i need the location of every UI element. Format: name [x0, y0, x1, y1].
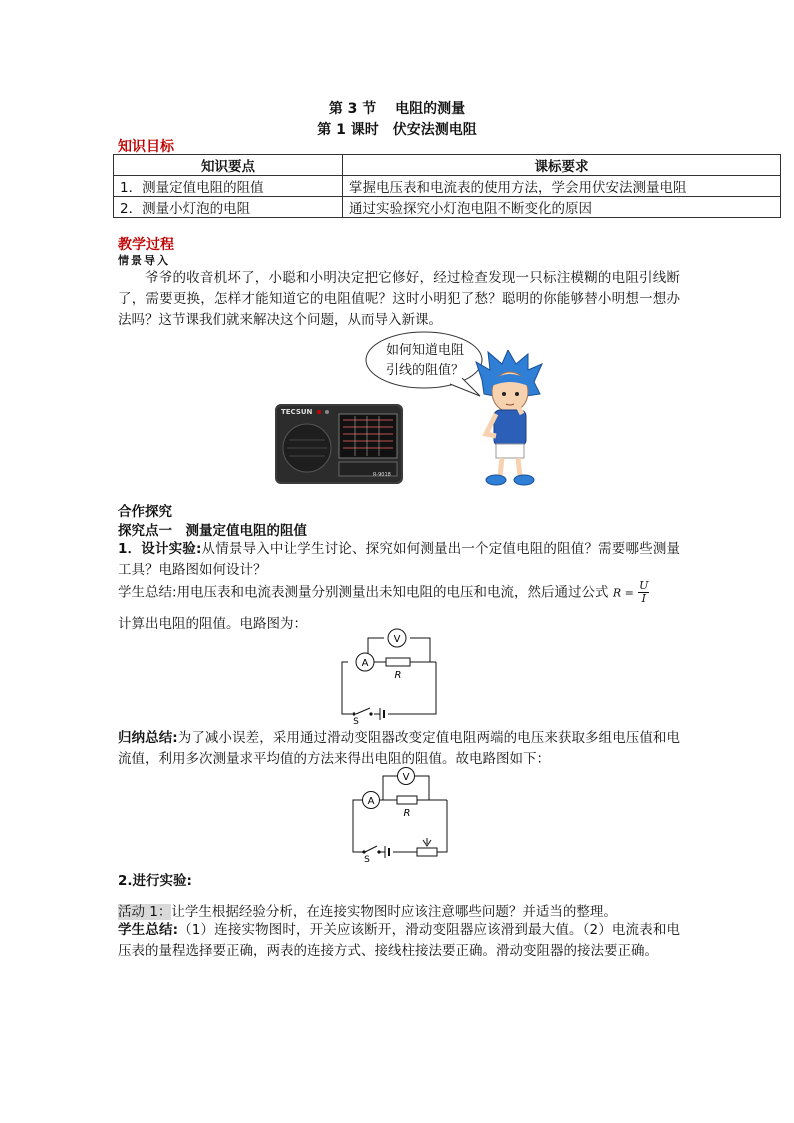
- activity-label: 活动 1：: [118, 904, 172, 920]
- point1-title: 探究点一 测量定值电阻的阻值: [118, 523, 307, 539]
- rheostat-symbol: [417, 848, 437, 856]
- induction-text: 为了减小误差，采用通过滑动变阻器改变定值电阻两端的电压来获取多组电压值和电流值，利用多次测量求平均值的方法来得出电阻的阻值。故电路图如下：: [118, 730, 680, 767]
- radio-model: R-9018: [373, 472, 391, 478]
- voltmeter-label-1: V: [393, 634, 401, 645]
- scene-intro-heading: 情景导入: [118, 254, 170, 267]
- experiment-label: 2.进行实验:: [118, 873, 192, 889]
- table-cell: 通过实验探究小灯泡电阻不断变化的原因: [343, 197, 781, 218]
- formula-denominator: I: [641, 592, 646, 605]
- section-title: 第 3 节 电阻的测量: [328, 101, 466, 117]
- table-cell: 2．测量小灯泡的电阻: [114, 197, 343, 218]
- circuit-diagram-2: [345, 766, 455, 864]
- table-row: [114, 176, 781, 197]
- student-summary-label: 学生总结:: [118, 922, 178, 938]
- column-header: 知识要点: [114, 155, 343, 176]
- boy-illustration: [474, 350, 544, 488]
- bubble-line-1: 如何知道电阻: [385, 343, 464, 358]
- resistor-label-1: R: [394, 670, 402, 681]
- induction-paragraph: [118, 728, 680, 770]
- ammeter-label-1: A: [361, 658, 369, 669]
- design-paragraph: [118, 539, 680, 581]
- switch-label-1: S: [353, 717, 359, 726]
- knowledge-goals-table: [113, 154, 781, 218]
- switch-label-2: S: [364, 855, 370, 864]
- bubble-line-2: 引线的阻值？: [385, 363, 464, 378]
- radio-illustration: [275, 400, 405, 485]
- radio-brand: TECSUN: [281, 408, 313, 416]
- column-header: 课标要求: [343, 155, 781, 176]
- formula-lhs: R =: [612, 586, 634, 600]
- knowledge-goals-heading: 知识目标: [118, 139, 174, 155]
- table-row: [114, 197, 781, 218]
- formula-fraction: [638, 580, 649, 605]
- intro-paragraph: 爷爷的收音机坏了，小聪和小明决定把它修好，经过检查发现一只标注模糊的电阻引线断了，需要更换，怎样才能知道它的电阻值呢？这时小明犯了愁？聪明的你能够替小明想一想办法吗？这节课我们就来解决这个问题，从而导入新课。: [118, 270, 680, 328]
- ammeter-label-2: A: [367, 796, 375, 807]
- student-summary-text: （1）连接实物图时，开关应该断开，滑动变阻器应该滑到最大值。（2）电流表和电压表的量程选择要正确，两表的连接方式、接线柱接法要正确。滑动变阻器的接法要正确。: [118, 922, 680, 959]
- table-cell: 掌握电压表和电流表的使用方法，学会用伏安法测量电阻: [343, 176, 781, 197]
- student-summary-paragraph: [118, 920, 680, 962]
- resistor-label-2: R: [403, 808, 411, 819]
- cooperation-heading: 合作探究: [118, 504, 172, 520]
- bubble-text: [370, 341, 480, 381]
- summary-text-2: 计算出电阻的阻值。电路图为：: [118, 616, 307, 632]
- design-label: 1．设计实验:: [118, 541, 202, 557]
- lesson-title: 第 1 课时 伏安法测电阻: [317, 122, 477, 138]
- induction-label: 归纳总结:: [118, 730, 178, 746]
- resistor-symbol-1: [386, 658, 410, 666]
- circuit-diagram-1: [338, 628, 448, 726]
- voltmeter-label-2: V: [402, 772, 410, 783]
- summary-text: 用电压表和电流表测量分别测量出未知电阻的电压和电流，然后通过公式: [176, 584, 609, 601]
- summary-prefix: 学生总结:: [118, 584, 177, 601]
- formula-numerator: U: [639, 579, 649, 592]
- design-text: 从情景导入中让学生讨论、探究如何测量出一个定值电阻的阻值？需要哪些测量工具？电路图如何设计？: [118, 541, 681, 578]
- table-cell: 1．测量定值电阻的阻值: [114, 176, 343, 197]
- activity-text: 让学生根据经验分析，在连接实物图时应该注意哪些问题？并适当的整理。: [171, 904, 617, 920]
- teaching-process-heading: 教学过程: [118, 237, 174, 253]
- student-summary-formula: [118, 580, 698, 606]
- table-header-row: [114, 155, 781, 176]
